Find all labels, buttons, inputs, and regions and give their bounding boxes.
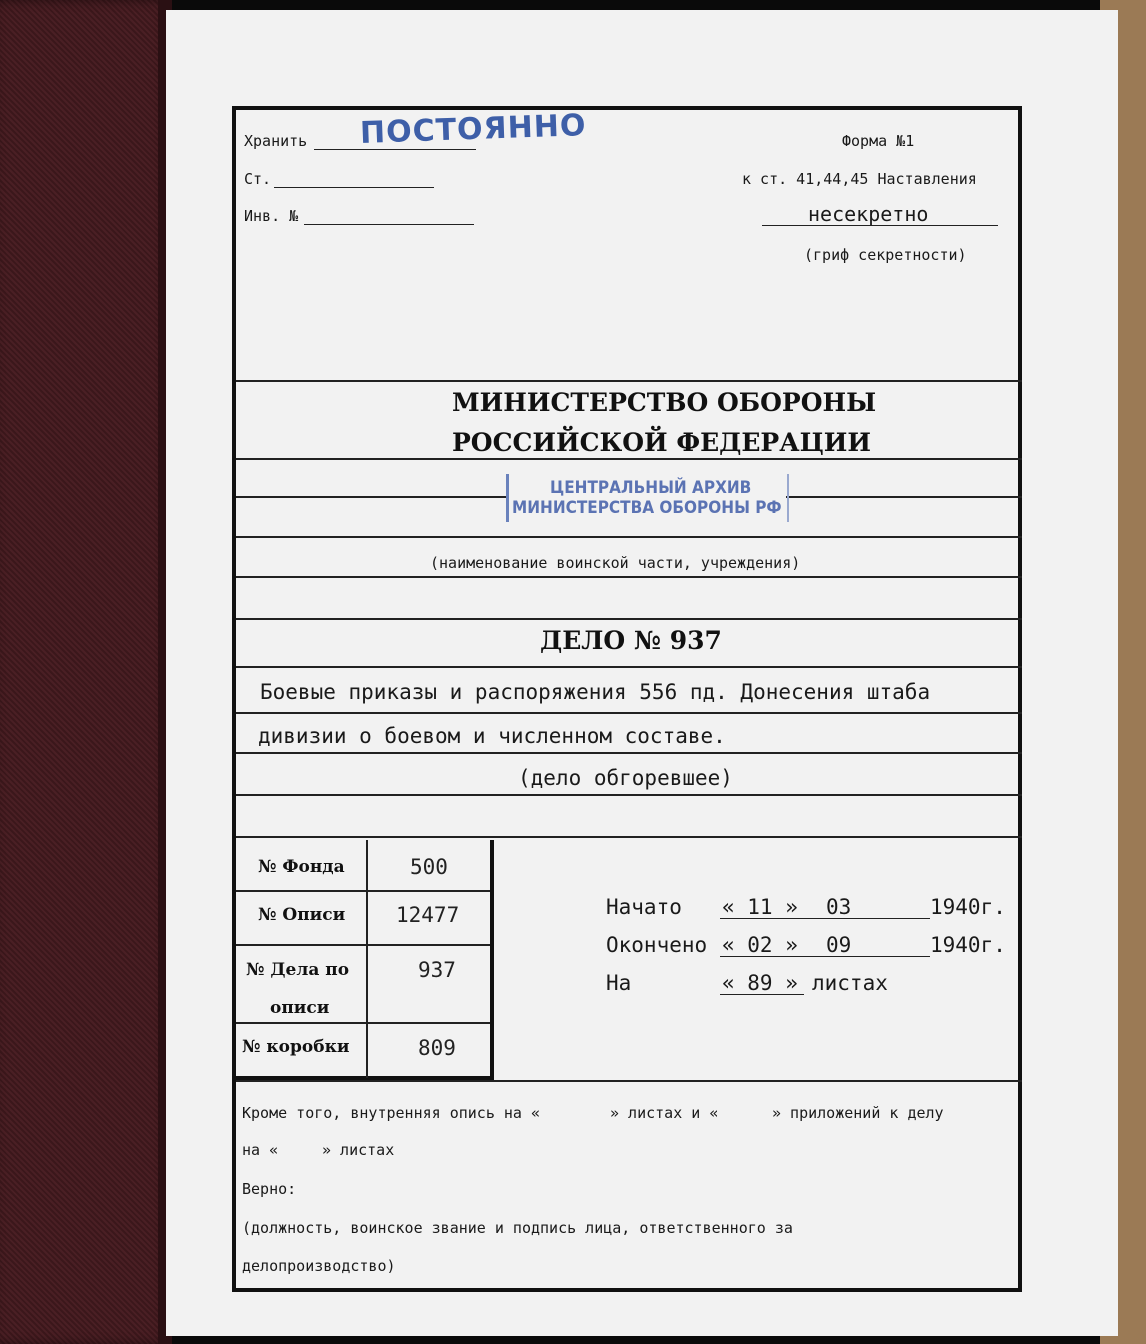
sheets-count: « 89 » xyxy=(722,971,798,995)
divider xyxy=(236,1080,1022,1082)
keep-stamp: ПОСТОЯННО xyxy=(359,108,587,151)
sheets-on-label: На xyxy=(606,971,632,995)
internal-inventory-text-c: » приложений к делу xyxy=(772,1104,944,1122)
unit-caption: (наименование воинской части, учреждения) xyxy=(430,554,801,572)
appendix-sheets-text-b: » листах xyxy=(322,1141,395,1159)
divider xyxy=(236,836,1022,838)
ended-year: 1940г. xyxy=(930,933,1006,957)
divider xyxy=(236,458,1022,460)
secrecy-value: несекретно xyxy=(808,202,929,226)
divider xyxy=(786,496,1022,498)
inv-label: Инв. № xyxy=(244,207,299,225)
table-row-divider xyxy=(236,944,490,946)
divider xyxy=(236,666,1022,668)
started-label: Начато xyxy=(606,895,682,919)
started-day: « 11 » xyxy=(722,895,798,919)
opis-label: № Описи xyxy=(258,905,346,925)
divider xyxy=(236,380,1022,382)
ministry-line-1: МИНИСТЕРСТВО ОБОРОНЫ xyxy=(452,388,877,417)
divider xyxy=(236,712,1022,714)
case-note: (дело обгоревшее) xyxy=(518,766,733,790)
sheets-underline xyxy=(720,994,804,995)
archive-stamp-line-1: ЦЕНТРАЛЬНЫЙ АРХИВ xyxy=(550,478,752,498)
case-title: ДЕЛО № 937 xyxy=(540,626,722,655)
table-row-divider xyxy=(236,890,490,892)
divider xyxy=(236,536,1022,538)
divider xyxy=(236,618,1022,620)
signature-caption-2: делопроизводство) xyxy=(242,1257,396,1275)
started-month: 03 xyxy=(826,895,852,919)
started-underline xyxy=(720,918,930,919)
ministry-line-2: РОССИЙСКОЙ ФЕДЕРАЦИИ xyxy=(452,428,871,457)
ended-month: 09 xyxy=(826,933,852,957)
sheets-label: листах xyxy=(812,971,888,995)
delo-label-2: описи xyxy=(270,998,330,1018)
form-number: Форма №1 xyxy=(842,132,915,150)
keep-label: Хранить xyxy=(244,132,308,150)
secrecy-caption: (гриф секретности) xyxy=(804,246,967,264)
ended-day: « 02 » xyxy=(722,933,798,957)
verno-label: Верно: xyxy=(242,1180,297,1198)
st-label: Ст. xyxy=(244,170,272,188)
delo-value: 937 xyxy=(418,958,456,982)
archive-stamp-line-2: МИНИСТЕРСТВА ОБОРОНЫ РФ xyxy=(512,498,782,518)
case-description-1: Боевые приказы и распоряжения 556 пд. Донесения штаба xyxy=(260,680,931,704)
delo-label-1: № Дела по xyxy=(246,960,350,980)
divider xyxy=(236,752,1022,754)
fond-value: 500 xyxy=(410,855,448,879)
case-description-2: дивизии о боевом и численном составе. xyxy=(258,724,726,748)
secrecy-underline xyxy=(762,225,998,226)
st-underline xyxy=(274,187,434,188)
inv-underline xyxy=(304,224,474,225)
divider xyxy=(236,576,1022,578)
fond-label: № Фонда xyxy=(258,857,345,877)
folder-spine xyxy=(0,0,172,1344)
signature-caption-1: (должность, воинское звание и подпись лица, ответственного за xyxy=(242,1219,793,1237)
instruction-reference: к ст. 41,44,45 Наставления xyxy=(742,170,977,188)
table-row-divider xyxy=(236,1022,490,1024)
divider xyxy=(236,496,506,498)
started-year: 1940г. xyxy=(930,895,1006,919)
ended-label: Окончено xyxy=(606,933,708,957)
box-label: № коробки xyxy=(242,1037,350,1057)
appendix-sheets-text-a: на « xyxy=(242,1141,279,1159)
divider xyxy=(236,794,1022,796)
internal-inventory-text-b: » листах и « xyxy=(610,1104,719,1122)
internal-inventory-text-a: Кроме того, внутренняя опись на « xyxy=(242,1104,541,1122)
box-value: 809 xyxy=(418,1036,456,1060)
opis-value: 12477 xyxy=(396,903,460,927)
table-column-divider xyxy=(366,840,368,1078)
ended-underline xyxy=(720,956,930,957)
